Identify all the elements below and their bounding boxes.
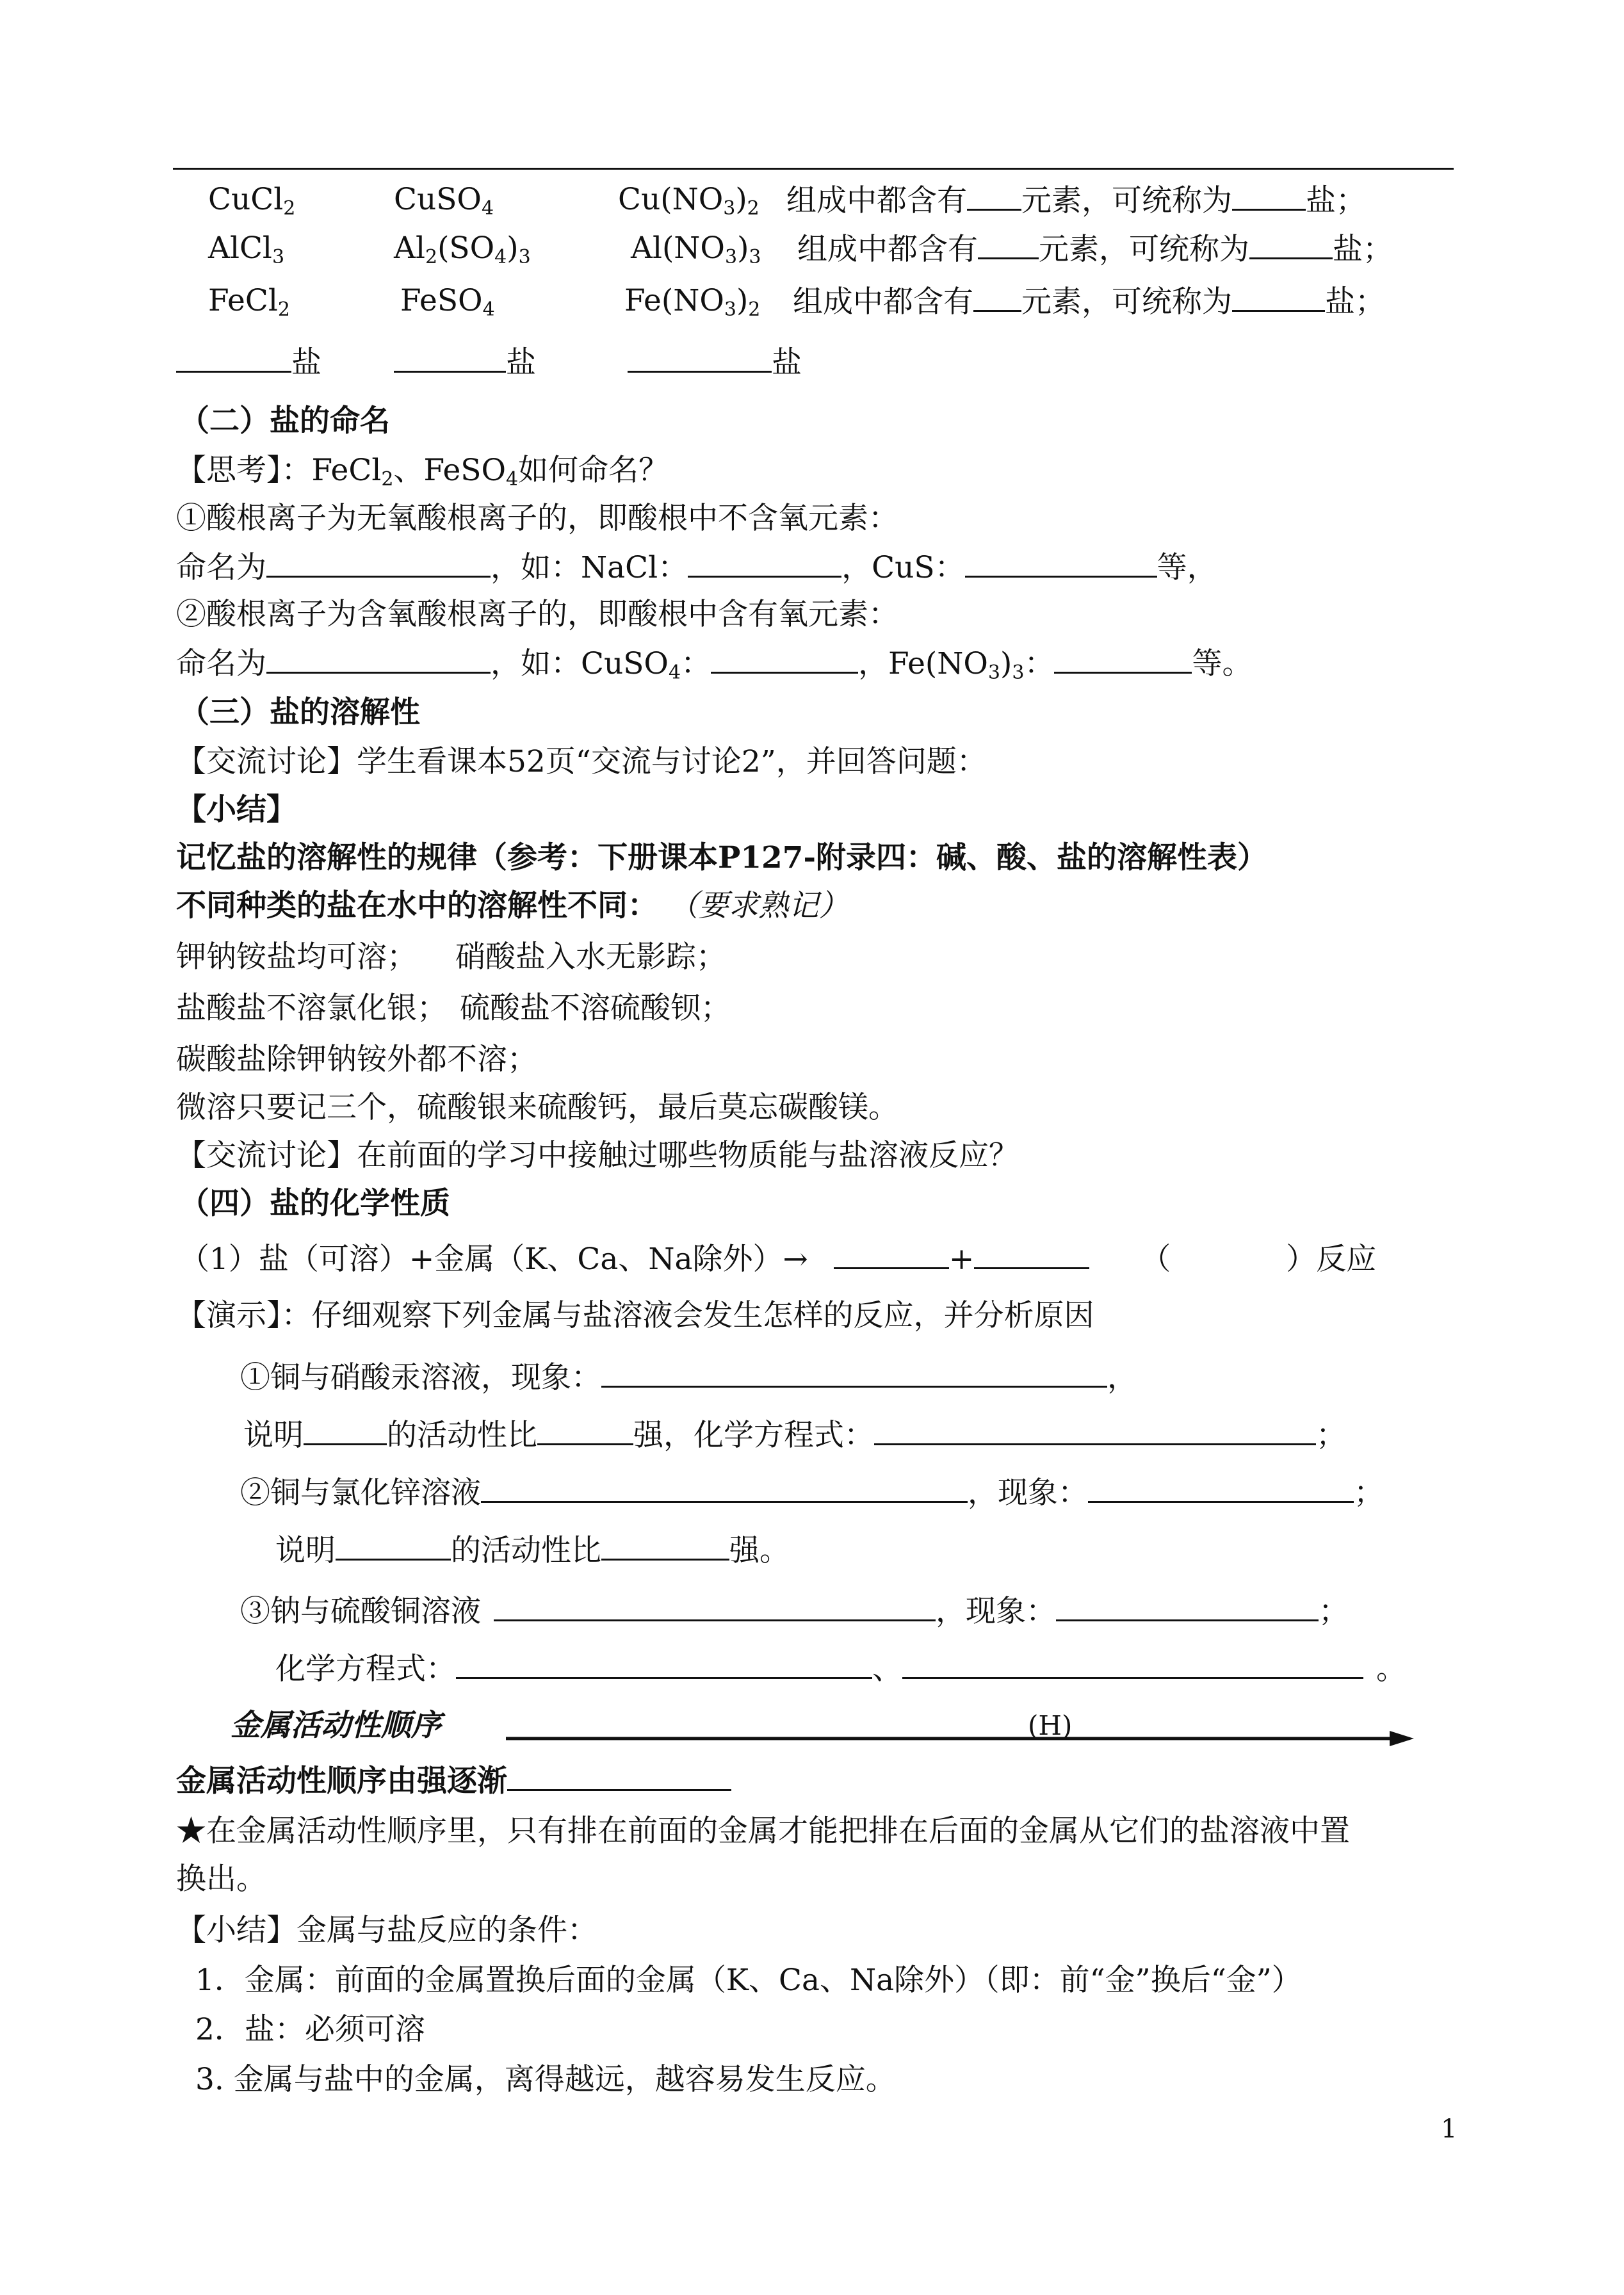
blank[interactable]: [973, 282, 1021, 312]
blank[interactable]: [965, 547, 1157, 578]
section-heading-naming: （二）盐的命名: [179, 403, 390, 439]
blank[interactable]: [394, 343, 506, 373]
condition-3: 3. 金属与盐中的金属，离得越远，越容易发生反应。: [195, 2062, 896, 2097]
solubility-diff: 不同种类的盐在水中的溶解性不同： （要求熟记）: [176, 888, 849, 923]
blank[interactable]: [1088, 1473, 1354, 1503]
blank[interactable]: [1232, 181, 1306, 211]
formula-cuso4: CuSO$_4$: [394, 182, 494, 220]
row4b: 盐: [394, 343, 536, 382]
exp-1: ①铜与硝酸汞溶液，现象： ，: [240, 1358, 1137, 1397]
blank[interactable]: [176, 343, 291, 373]
blank[interactable]: [967, 181, 1021, 211]
blank[interactable]: [1054, 644, 1192, 674]
blank[interactable]: [336, 1530, 451, 1561]
rhyme-1: 钾钠铵盐均可溶； 硝酸盐入水无影踪；: [176, 939, 726, 975]
blank[interactable]: [874, 1415, 1316, 1445]
blank[interactable]: [1056, 1591, 1319, 1621]
naming-item-1: ①酸根离子为无氧酸根离子的，即酸根中不含氧元素：: [176, 501, 898, 536]
blank[interactable]: [481, 1473, 968, 1503]
section-heading-chemistry: （四）盐的化学性质: [179, 1186, 450, 1221]
formula-alcl3: AlCl$_3$: [208, 231, 285, 268]
rhyme-3: 碳酸盐除钾钠铵外都不溶；: [176, 1042, 537, 1077]
blank[interactable]: [507, 1761, 731, 1791]
condition-2: 2．盐：必须可溶: [195, 2012, 425, 2047]
row2-text: 组成中都含有 元素，可统称为 盐；: [797, 229, 1393, 269]
summary-label: 【小结】: [176, 792, 296, 827]
rhyme-4: 微溶只要记三个，硫酸银来硫酸钙，最后莫忘碳酸镁。: [176, 1090, 898, 1125]
blank[interactable]: [978, 229, 1039, 259]
blank[interactable]: [1249, 229, 1333, 259]
blank[interactable]: [266, 644, 491, 674]
formula-al2so43: $Al_2(SO_4)_3$: [394, 231, 531, 268]
naming-item-2: ②酸根离子为含氧酸根离子的，即酸根中含有氧元素：: [176, 597, 898, 632]
naming-line-2: 命名为 ，如：CuSO$_4$： ，$Fe(NO_3)_3$： 等。: [176, 644, 1252, 683]
blank[interactable]: [1232, 282, 1325, 312]
row3-text: 组成中都含有 元素，可统称为 盐；: [793, 282, 1385, 321]
row4c: 盐: [628, 343, 802, 382]
solubility-rule: 记忆盐的溶解性的规律（参考：下册课本P127-附录四：碱、酸、盐的溶解性表）: [176, 840, 1267, 875]
summary-conditions: 【小结】金属与盐反应的条件：: [176, 1913, 597, 1948]
formula-cuno32: $Cu(NO_3)_2$: [618, 182, 759, 220]
blank[interactable]: [902, 1649, 1363, 1679]
blank[interactable]: [266, 547, 491, 578]
section-heading-solubility: （三）盐的溶解性: [179, 695, 420, 730]
blank[interactable]: [711, 644, 858, 674]
formula-alno33: $Al(NO_3)_3$: [631, 231, 761, 268]
order-label: 金属活动性顺序: [231, 1708, 441, 1743]
formula-cucl2: CuCl$_2$: [208, 182, 296, 220]
star-rule-cont: 换出。: [176, 1861, 266, 1897]
star-rule: ★在金属活动性顺序里，只有排在前面的金属才能把排在后面的金属从它们的盐溶液中置: [176, 1813, 1350, 1849]
order-h: (H): [1028, 1710, 1073, 1741]
formula-feso4: FeSO$_4$: [400, 283, 495, 321]
blank[interactable]: [601, 1358, 1107, 1388]
blank[interactable]: [688, 547, 841, 578]
activity-arrow-icon: [506, 1726, 1415, 1751]
blank[interactable]: [601, 1530, 729, 1561]
blank[interactable]: [456, 1649, 872, 1679]
blank[interactable]: [537, 1415, 633, 1445]
exp-1b: 说明 的活动性比 强，化学方程式： ；: [243, 1415, 1346, 1455]
blank[interactable]: [304, 1415, 387, 1445]
order-strong-line: 金属活动性顺序由强逐渐: [176, 1761, 731, 1801]
row1-text: 组成中都含有 元素，可统称为 盐；: [786, 181, 1366, 220]
blank[interactable]: [494, 1591, 936, 1621]
naming-line-1: 命名为 ，如：NaCl： ，CuS： 等，: [176, 547, 1217, 587]
header-rule: [173, 168, 1454, 170]
discussion-2: 【交流讨论】在前面的学习中接触过哪些物质能与盐溶液反应？: [176, 1138, 1019, 1173]
formula-feno32: $Fe(NO_3)_2$: [624, 283, 761, 321]
row4: 盐: [176, 343, 321, 382]
exp-3: ③钠与硫酸铜溶液 ，现象： ；: [240, 1591, 1349, 1631]
blank[interactable]: [834, 1239, 949, 1269]
exp-2b: 说明 的活动性比 强。: [275, 1530, 790, 1570]
page-number: 1: [1441, 2114, 1458, 2144]
demo-line: 【演示】：仔细观察下列金属与盐溶液会发生怎样的反应，并分析原因: [176, 1298, 1094, 1333]
discussion-1: 【交流讨论】学生看课本52页“交流与讨论2”，并回答问题：: [176, 744, 987, 779]
reaction-1: （1）盐（可溶）+金属（K、Ca、Na除外）→ + （ ）反应: [179, 1239, 1376, 1279]
blank[interactable]: [974, 1239, 1089, 1269]
exp-3b: 化学方程式： 、 。: [275, 1649, 1406, 1689]
exp-2: ②铜与氯化锌溶液 ，现象： ；: [240, 1473, 1384, 1512]
blank[interactable]: [628, 343, 772, 373]
formula-fecl2: FeCl$_2$: [208, 283, 290, 321]
condition-1: 1．金属：前面的金属置换后面的金属（K、Ca、Na除外）（即：前“金”换后“金”）: [195, 1963, 1302, 1998]
rhyme-2: 盐酸盐不溶氯化银； 硫酸盐不溶硫酸钡；: [176, 991, 731, 1026]
think-line: 【思考】：FeCl$_2$、FeSO$_4$如何命名？: [176, 453, 669, 491]
